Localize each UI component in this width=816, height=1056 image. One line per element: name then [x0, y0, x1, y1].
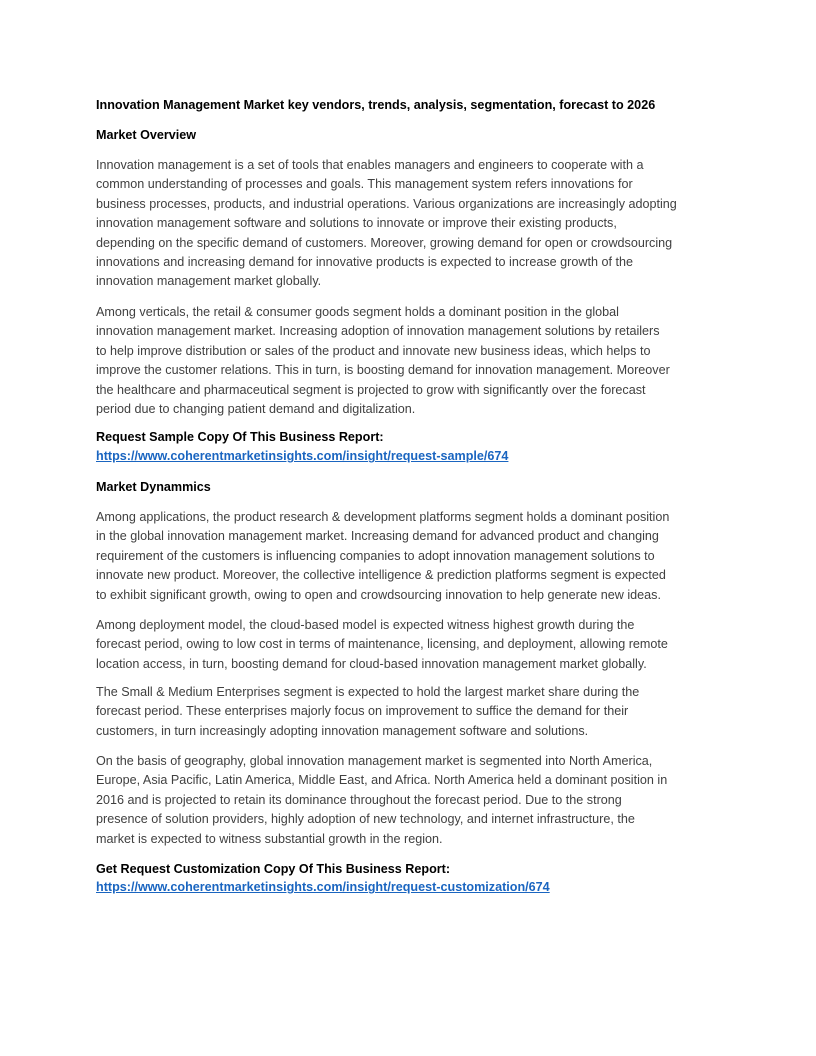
- customization-request-label: Get Request Customization Copy Of This Business Report:: [96, 862, 451, 876]
- text-line: Among applications, the product research & development platforms segment holds a dominant position: [96, 510, 670, 524]
- text-line: The Small & Medium Enterprises segment is expected to hold the largest market share during the: [96, 685, 640, 699]
- text-line: business processes, products, and industrial operations. Various organizations are increasingly adopting: [96, 196, 677, 211]
- text-line: innovate new product. Moreover, the collective intelligence & prediction platforms segment is expected: [96, 568, 666, 583]
- text-line: forecast period, owing to low cost in terms of maintenance, licensing, and deployment, allowing remote: [96, 637, 668, 652]
- section-heading-market-overview: Market Overview: [96, 128, 197, 142]
- customization-request-block: [96, 860, 550, 896]
- text-line: innovations and increasing demand for innovative products is expected to increase growth of the: [96, 255, 633, 270]
- text-line: innovation management market. Increasing adoption of innovation management solutions by retailers: [96, 324, 660, 339]
- text-line: requirement of the customers is influencing companies to adopt innovation management solutions to: [96, 548, 655, 563]
- text-line: innovation management market globally.: [96, 274, 322, 289]
- text-line: customers, in turn increasingly adopting innovation management software and solutions.: [96, 723, 589, 738]
- text-line: in the global innovation management market. Increasing demand for advanced product and changing: [96, 529, 659, 544]
- customization-request-link[interactable]: https://www.coherentmarketinsights.com/insight/request-customization/674: [96, 880, 550, 895]
- text-line: depending on the specific demand of customers. Moreover, growing demand for open or crowdsourcing: [96, 235, 673, 250]
- text-line: Among verticals, the retail & consumer goods segment holds a dominant position in the global: [96, 305, 619, 319]
- paragraph: [96, 508, 669, 605]
- text-line: Europe, Asia Pacific, Latin America, Middle East, and Africa. North America held a dominant position in: [96, 773, 668, 788]
- paragraph: [96, 752, 667, 849]
- text-line: to exhibit significant growth, owing to open and crowdsourcing innovation to help generate new ideas.: [96, 587, 661, 602]
- paragraph: [96, 683, 639, 741]
- text-line: Innovation management is a set of tools that enables managers and engineers to cooperate with a: [96, 158, 644, 172]
- document-title: Innovation Management Market key vendors, trends, analysis, segmentation, forecast to 2026: [96, 98, 656, 112]
- text-line: common understanding of processes and goals. This management system refers innovations for: [96, 177, 633, 192]
- sample-request-link[interactable]: https://www.coherentmarketinsights.com/insight/request-sample/674: [96, 449, 509, 464]
- paragraph: [96, 616, 668, 674]
- text-line: the healthcare and pharmaceutical segment is projected to grow with significantly over the forecast: [96, 382, 646, 397]
- text-line: Among deployment model, the cloud-based model is expected witness highest growth during the: [96, 618, 635, 632]
- text-line: innovation management software and solutions to innovate or improve their existing products,: [96, 216, 617, 231]
- paragraph: [96, 156, 677, 292]
- text-line: 2016 and is projected to retain its dominance throughout the forecast period. Due to the strong: [96, 792, 622, 807]
- sample-request-block: [96, 428, 508, 467]
- text-line: On the basis of geography, global innovation management market is segmented into North America,: [96, 754, 653, 768]
- text-line: location access, in turn, boosting demand for cloud-based innovation management market globally.: [96, 656, 647, 671]
- section-heading-market-dynamics: Market Dynammics: [96, 480, 211, 494]
- text-line: period due to changing patient demand and digitalization.: [96, 402, 416, 417]
- sample-request-label: Request Sample Copy Of This Business Report:: [96, 430, 384, 444]
- text-line: market is expected to witness substantial growth in the region.: [96, 831, 443, 846]
- paragraph: [96, 303, 670, 419]
- text-line: to help improve distribution or sales of the product and innovate new business ideas, which helps to: [96, 343, 651, 358]
- text-line: forecast period. These enterprises majorly focus on improvement to suffice the demand for their: [96, 704, 629, 719]
- text-line: presence of solution providers, highly adoption of new technology, and internet infrastructure, the: [96, 812, 635, 827]
- text-line: improve the customer relations. This in turn, is boosting demand for innovation management. Moreover: [96, 363, 670, 378]
